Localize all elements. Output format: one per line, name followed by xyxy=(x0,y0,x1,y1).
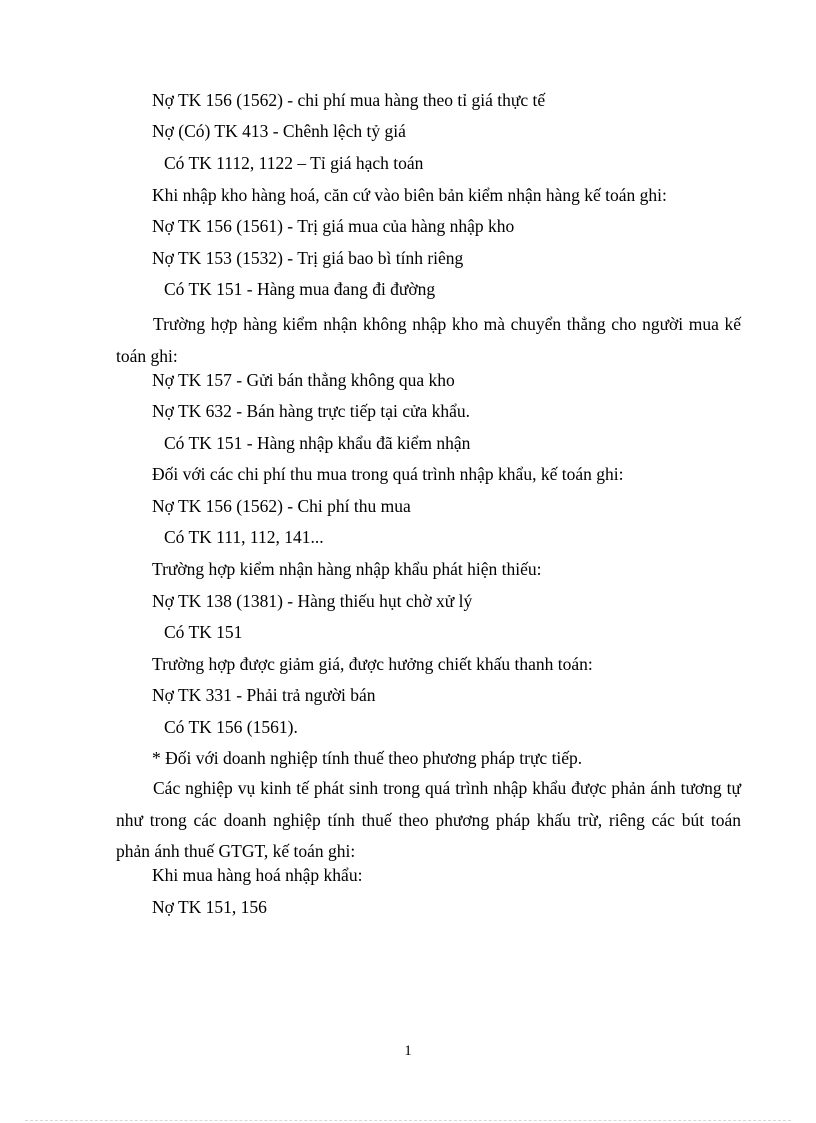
text-line: Có TK 111, 112, 141... xyxy=(164,527,324,547)
text-line: Khi mua hàng hoá nhập khẩu: xyxy=(152,865,363,885)
text-line: Nợ TK 138 (1381) - Hàng thiếu hụt chờ xử lý xyxy=(152,591,473,611)
paragraph: Trường hợp hàng kiểm nhận không nhập kho mà chuyển thẳng cho người mua kế toán ghi: xyxy=(116,314,741,366)
text-line: Trường hợp kiểm nhận hàng nhập khẩu phát hiện thiếu: xyxy=(152,559,542,579)
text-line: * Đối với doanh nghiệp tính thuế theo phương pháp trực tiếp. xyxy=(152,748,583,768)
text-line: Có TK 151 xyxy=(164,622,243,642)
text-line: Nợ TK 156 (1562) - chi phí mua hàng theo tỉ giá thực tế xyxy=(152,90,546,110)
text-line: Có TK 1112, 1122 – Tỉ giá hạch toán xyxy=(164,153,424,173)
paragraph: Các nghiệp vụ kinh tế phát sinh trong quá trình nhập khẩu được phản ánh tương tự như trong các doanh nghiệp tính thuế theo phương pháp khấu trừ, riêng các bút toán phản ánh thuế GTGT, kế toán ghi: xyxy=(116,778,741,861)
text-line: Có TK 156 (1561). xyxy=(164,717,298,737)
text-line: Nợ TK 632 - Bán hàng trực tiếp tại cửa khẩu. xyxy=(152,401,471,421)
page-bottom-rule xyxy=(25,1120,791,1121)
text-line: Có TK 151 - Hàng nhập khẩu đã kiểm nhận xyxy=(164,433,471,453)
text-line: Đối với các chi phí thu mua trong quá trình nhập khẩu, kế toán ghi: xyxy=(152,464,624,484)
text-line: Nợ TK 331 - Phải trả người bán xyxy=(152,685,376,705)
text-line: Nợ TK 157 - Gửi bán thẳng không qua kho xyxy=(152,370,455,390)
text-line: Nợ TK 156 (1562) - Chi phí thu mua xyxy=(152,496,411,516)
text-line: Khi nhập kho hàng hoá, căn cứ vào biên bản kiểm nhận hàng kế toán ghi: xyxy=(152,185,667,205)
text-line: Nợ TK 153 (1532) - Trị giá bao bì tính riêng xyxy=(152,248,464,268)
text-line: Trường hợp được giảm giá, được hưởng chiết khấu thanh toán: xyxy=(152,654,593,674)
text-line: Nợ TK 156 (1561) - Trị giá mua của hàng nhập kho xyxy=(152,216,515,236)
text-line: Có TK 151 - Hàng mua đang đi đường xyxy=(164,279,436,299)
text-line: Nợ (Có) TK 413 - Chênh lệch tỷ giá xyxy=(152,121,406,141)
text-line: Nợ TK 151, 156 xyxy=(152,897,267,917)
page-number: 1 xyxy=(404,1043,412,1059)
